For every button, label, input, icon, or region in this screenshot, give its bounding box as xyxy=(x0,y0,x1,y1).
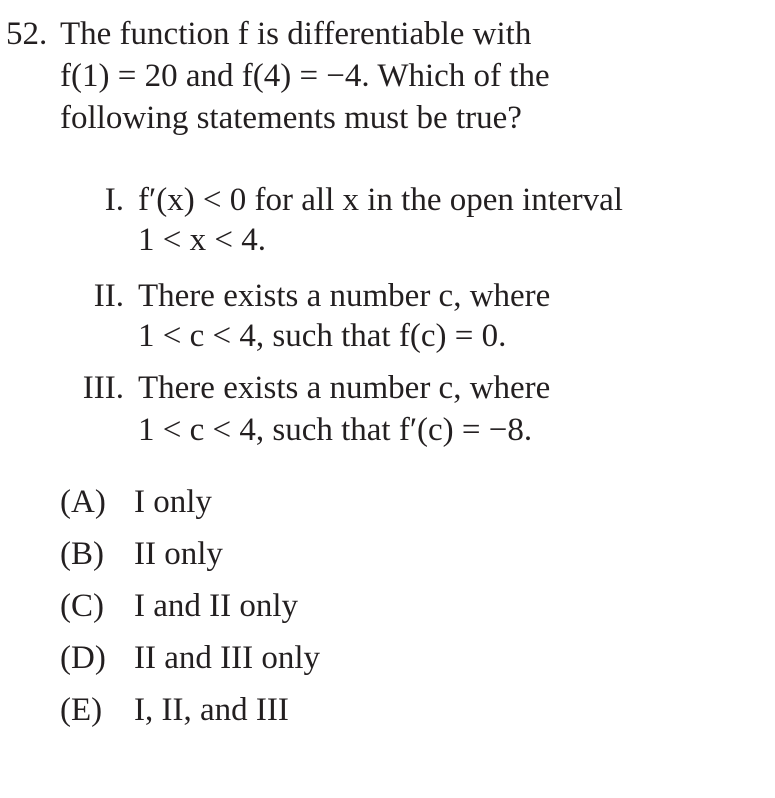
choice-d-letter: (D) xyxy=(60,640,106,676)
choice-c-text: I and II only xyxy=(134,588,299,624)
question-number: 52. xyxy=(6,16,48,52)
choice-d-text: II and III only xyxy=(134,640,321,676)
statement-iii-line-1: There exists a number c, where xyxy=(138,370,551,406)
choice-a-letter: (A) xyxy=(60,484,106,520)
statement-i-line-2: 1 < x < 4. xyxy=(138,222,266,258)
choice-e-letter: (E) xyxy=(60,692,103,728)
statement-numeral-iii: III. xyxy=(82,370,124,406)
choice-b-text: II only xyxy=(134,536,223,572)
choice-a-text: I only xyxy=(134,484,212,520)
question-stem-line-3: following statements must be true? xyxy=(60,100,522,136)
question-stem-line-1: The function f is differentiable with xyxy=(60,16,532,52)
statement-i-line-1: f′(x) < 0 for all x in the open interval xyxy=(138,182,623,218)
choice-c-letter: (C) xyxy=(60,588,104,624)
statement-ii-line-2: 1 < c < 4, such that f(c) = 0. xyxy=(138,318,507,354)
statement-ii-line-1: There exists a number c, where xyxy=(138,278,551,314)
statement-numeral-i: I. xyxy=(104,182,124,218)
statement-iii-line-2: 1 < c < 4, such that f′(c) = −8. xyxy=(138,412,533,448)
choice-b-letter: (B) xyxy=(60,536,104,572)
question-stem-line-2: f(1) = 20 and f(4) = −4. Which of the xyxy=(60,58,550,94)
statement-numeral-ii: II. xyxy=(93,278,124,314)
choice-e-text: I, II, and III xyxy=(134,692,289,728)
